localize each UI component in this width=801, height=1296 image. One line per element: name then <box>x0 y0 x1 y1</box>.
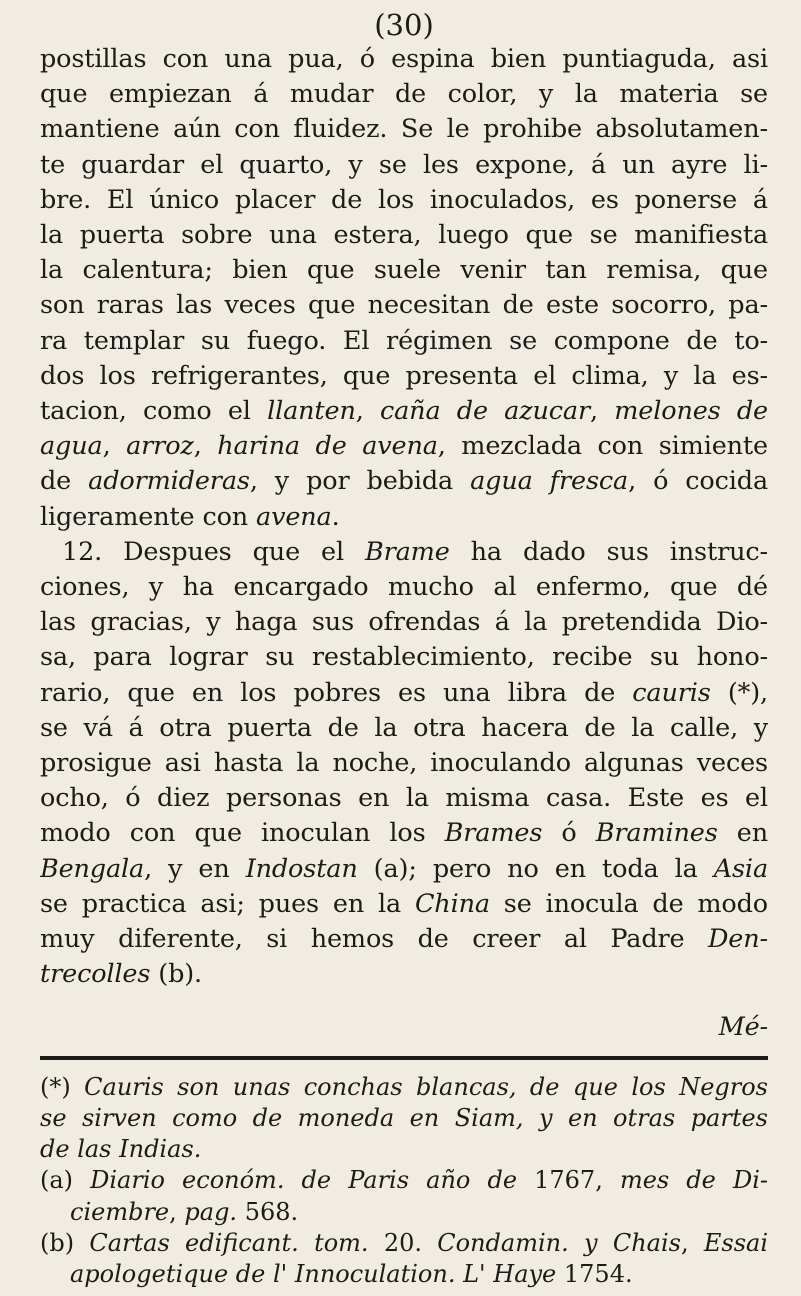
text-run: muy diferente, si hemos de creer al Padre <box>40 924 709 955</box>
text-run: en <box>717 818 768 849</box>
text-run: , mezclada con simiente <box>437 431 768 462</box>
book-page <box>40 8 768 1290</box>
text-line: son raras las veces que necesitan de este socorro, pa- <box>40 290 768 321</box>
footnote-line <box>40 1103 768 1134</box>
text-run: se practica asi; pues en la <box>40 888 415 919</box>
text-line <box>40 816 768 851</box>
italic-term: avena <box>256 501 332 532</box>
footnote-mark: (b) <box>40 1228 90 1257</box>
text-line <box>40 500 768 535</box>
text-run: , <box>102 431 127 462</box>
footnote-text: Cauris son unas conchas blancas, de que los Negros <box>84 1072 768 1101</box>
text-run: de <box>40 466 89 497</box>
footnote-line <box>40 1197 768 1228</box>
footnote-text: 1754. <box>556 1259 633 1288</box>
text-line <box>40 852 768 887</box>
text-line: prosigue asi hasta la noche, inoculando algunas veces <box>40 748 768 779</box>
italic-term: Bramines <box>595 818 718 849</box>
text-run: rario, que en los pobres es una libra de <box>40 677 633 708</box>
text-run: (*), <box>710 677 768 708</box>
text-run: ha dado sus instruc- <box>449 536 768 567</box>
italic-term: agua <box>40 431 103 462</box>
footnote-text: 20. <box>368 1228 438 1257</box>
italic-term: Asia <box>713 853 768 884</box>
text-run: ligeramente con <box>40 501 257 532</box>
text-run: ó <box>542 818 596 849</box>
footnote-text: , <box>680 1228 704 1257</box>
footnote-line <box>40 1228 768 1259</box>
text-run: , <box>590 396 615 427</box>
text-line: se vá á otra puerta de la otra hacera de la calle, y <box>40 712 768 743</box>
text-line: ocho, ó diez personas en la misma casa. Este es el <box>40 783 768 814</box>
text-line: postillas con una pua, ó espina bien puntiaguda, asi <box>40 44 768 74</box>
italic-term: melones de <box>614 396 768 427</box>
footnote-divider <box>40 1056 768 1060</box>
italic-term: adormideras <box>88 466 250 497</box>
text-run: , y por bebida <box>249 466 471 497</box>
footnote-text: Essai <box>703 1228 768 1257</box>
footnote-text: Condamin. y Chais <box>437 1228 681 1257</box>
text-line: que empiezan á mudar de color, y la materia se <box>40 79 768 110</box>
text-line: las gracias, y haga sus ofrendas á la pretendida Dio- <box>40 607 768 638</box>
footnote-text: , <box>169 1197 185 1226</box>
footnotes <box>40 1072 768 1290</box>
footnote-text: de las Indias. <box>40 1135 202 1164</box>
text-line <box>40 535 768 570</box>
footnote-text: se sirven como de moneda en Siam, y en otras partes <box>40 1103 768 1132</box>
text-run: tacion, como el <box>40 396 268 427</box>
text-run: (b). <box>150 959 202 990</box>
text-line: la puerta sobre una estera, luego que se manifiesta <box>40 220 768 251</box>
italic-term: Den- <box>708 924 768 955</box>
text-line <box>40 922 768 957</box>
italic-term: caña de azucar <box>379 396 591 427</box>
text-run: , <box>355 396 380 427</box>
footnote-text: 568. <box>237 1197 299 1226</box>
text-line <box>40 429 768 464</box>
text-run: modo con que inoculan los <box>40 818 445 849</box>
text-run: , ó cocida <box>628 466 768 497</box>
main-text <box>40 42 768 1046</box>
italic-term: Brame <box>364 536 450 567</box>
italic-term: agua fresca <box>470 466 629 497</box>
text-run: 12. Despues que el <box>62 536 365 567</box>
footnote-line <box>40 1134 768 1165</box>
text-line: dos los refrigerantes, que presenta el clima, y la es- <box>40 360 768 391</box>
footnote-text: Diario económ. de Paris año de <box>90 1166 518 1195</box>
text-line <box>40 464 768 499</box>
text-line <box>40 887 768 922</box>
italic-term: llanten <box>267 396 356 427</box>
text-line: bre. El único placer de los inoculados, es ponerse á <box>40 184 768 215</box>
catchword <box>40 1010 768 1045</box>
text-run: , <box>193 431 218 462</box>
italic-term: arroz <box>126 431 194 462</box>
text-run: . <box>331 501 340 532</box>
footnote-line <box>40 1165 768 1196</box>
footnote-line <box>40 1259 768 1290</box>
text-line: te guardar el quarto, y se les expone, á un ayre li- <box>40 149 768 180</box>
text-line: mantiene aún con fluidez. Se le prohibe absolutamen- <box>40 114 768 145</box>
text-line <box>40 394 768 429</box>
italic-term: Bengala <box>40 853 145 884</box>
footnote-mark: (a) <box>40 1166 91 1195</box>
text-line: ciones, y ha encargado mucho al enfermo, que dé <box>40 572 768 603</box>
text-line: ra templar su fuego. El régimen se compone de to- <box>40 325 768 356</box>
italic-term: Indostan <box>245 853 358 884</box>
footnote-line <box>40 1072 768 1103</box>
text-run: , y en <box>144 853 246 884</box>
footnote-text: 1767, <box>517 1166 620 1195</box>
footnote-text: Cartas edificant. tom. <box>89 1228 369 1257</box>
text-line: la calentura; bien que suele venir tan remisa, que <box>40 255 768 286</box>
italic-term: China <box>414 888 490 919</box>
text-run: se inocula de modo <box>489 888 768 919</box>
footnote-mark: (*) <box>40 1072 85 1101</box>
italic-term: Brames <box>444 818 543 849</box>
footnote-text: apologetique de l' Innoculation. L' Haye <box>70 1259 557 1288</box>
footnote-text: pag. <box>184 1197 238 1226</box>
text-run: (a); pero no en toda la <box>357 853 714 884</box>
text-line <box>40 676 768 711</box>
footnote-text: mes de Di- <box>619 1166 768 1195</box>
catchword-text: Mé- <box>718 1012 768 1043</box>
text-line: sa, para lograr su restablecimiento, recibe su hono- <box>40 642 768 673</box>
italic-term: harina de avena <box>217 431 438 462</box>
text-line <box>40 957 768 992</box>
page-number: (30) <box>374 8 434 42</box>
italic-term: trecolles <box>40 959 151 990</box>
footnote-text: ciembre <box>70 1197 170 1226</box>
italic-term: cauris <box>632 677 711 708</box>
